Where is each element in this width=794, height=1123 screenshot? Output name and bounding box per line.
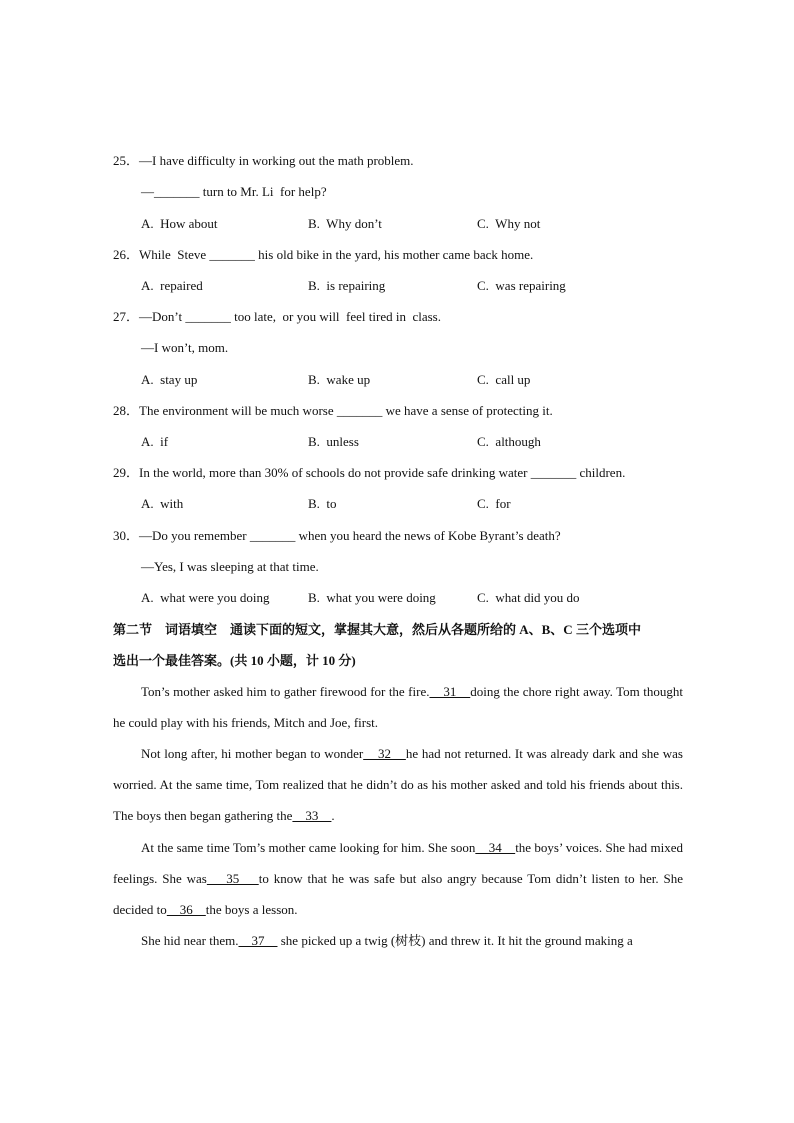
section-heading-line-2: 选出一个最佳答案。(共 10 小题，计 10 分): [113, 653, 356, 668]
blank-33[interactable]: 33: [292, 808, 332, 823]
option-26-c: C. was repairing: [477, 278, 566, 293]
question-25-line-2: —_______ turn to Mr. Li for help?: [141, 184, 327, 199]
passage-paragraph-3: At the same time Tom’s mother came looking for him. She soon 34 the boys’ voices. She had mixed feelings. She was 35 to know that he was safe but also angry because Tom didn’t listen to her. She decided to 36 the boys a lesson.: [113, 840, 683, 917]
option-25-c: C. Why not: [477, 216, 541, 231]
blank-32[interactable]: 32: [363, 746, 406, 761]
passage-paragraph-2: Not long after, hi mother began to wonder 32 he had not returned. It was already dark and she was worried. At the same time, Tom realized that he didn’t do as his mother asked and told his friends about this. The boys then began gathering the 33 .: [113, 746, 683, 823]
blank-34[interactable]: 34: [475, 840, 516, 855]
question-25: 25．—I have difficulty in working out the math problem.: [113, 153, 414, 168]
question-26: 26．While Steve _______ his old bike in the yard, his mother came back home.: [113, 247, 534, 262]
blank-31[interactable]: 31: [429, 684, 471, 699]
option-26-a: A. repaired: [141, 278, 203, 293]
option-30-c: C. what did you do: [477, 590, 580, 605]
option-28-c: C. although: [477, 434, 541, 449]
passage-paragraph-1: Ton’s mother asked him to gather firewood for the fire. 31 doing the chore right away. Tom thought he could play with his friends, Mitch and Joe, first.: [113, 684, 683, 730]
option-27-c: C. call up: [477, 372, 531, 387]
option-25-b: B. Why don’t: [308, 216, 382, 231]
blank-35[interactable]: 35: [206, 871, 259, 886]
section-heading-line-1: 第二节 词语填空 通读下面的短文，掌握其大意，然后从各题所给的 A、B、C 三个选项中: [113, 622, 641, 637]
option-30-b: B. what you were doing: [308, 590, 436, 605]
blank-37[interactable]: 37: [238, 933, 278, 948]
option-28-a: A. if: [141, 434, 169, 449]
question-29: 29．In the world, more than 30% of schools do not provide safe drinking water _______ children.: [113, 465, 626, 480]
question-28: 28．The environment will be much worse _______ we have a sense of protecting it.: [113, 403, 553, 418]
question-30-line-2: —Yes, I was sleeping at that time.: [141, 559, 319, 574]
option-27-a: A. stay up: [141, 372, 198, 387]
section-heading: [113, 614, 683, 676]
option-26-b: B. is repairing: [308, 278, 386, 293]
option-29-c: C. for: [477, 496, 511, 511]
question-30: 30．—Do you remember _______ when you heard the news of Kobe Byrant’s death?: [113, 528, 561, 543]
option-30-a: A. what were you doing: [141, 590, 270, 605]
question-27-line-2: —I won’t, mom.: [141, 340, 229, 355]
option-29-a: A. with: [141, 496, 184, 511]
option-28-b: B. unless: [308, 434, 359, 449]
option-25-a: A. How about: [141, 216, 218, 231]
option-27-b: B. wake up: [308, 372, 371, 387]
passage-paragraph-4: She hid near them. 37 she picked up a twig (树枝) and threw it. It hit the ground making a: [141, 933, 633, 948]
question-27: 27．—Don’t _______ too late, or you will feel tired in class.: [113, 309, 441, 324]
option-29-b: B. to: [308, 496, 337, 511]
blank-36[interactable]: 36: [166, 902, 206, 917]
